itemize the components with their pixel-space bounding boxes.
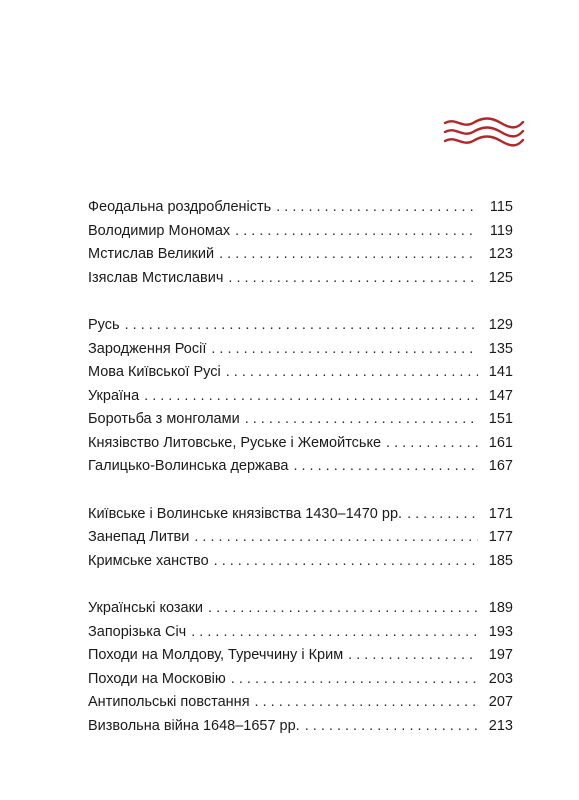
toc-entry-page-number: 203 [488,670,513,687]
toc-entry[interactable] [88,338,513,362]
toc-entry-page-number: 123 [488,246,513,262]
table-of-contents [88,196,513,762]
toc-entry-title: Україна [88,387,140,404]
dot-leader [219,243,478,267]
toc-entry-page-number: 207 [488,694,513,710]
toc-entry-page-number: 185 [488,552,513,569]
toc-entry-page-number: 125 [488,269,513,286]
dot-leader [194,526,478,550]
dot-leader [214,550,478,574]
toc-entry[interactable] [88,243,513,267]
toc-entry[interactable] [88,408,513,432]
dot-leader [231,668,478,692]
toc-entry[interactable] [88,432,513,456]
toc-entry-title: Кримське ханство [88,552,209,569]
toc-entry-title: Запорізька Січ [88,623,187,640]
toc-entry-title: Русь [88,317,120,333]
toc-group [88,314,513,479]
toc-entry-title: Зародження Росії [88,340,207,357]
toc-entry-page-number: 141 [488,364,513,380]
toc-group [88,503,513,574]
toc-entry[interactable] [88,668,513,692]
dot-leader [191,621,478,645]
toc-entry[interactable] [88,550,513,574]
toc-entry-title: Мова Київської Русі [88,364,221,380]
toc-entry[interactable] [88,621,513,645]
dot-leader [293,455,478,479]
toc-entry[interactable] [88,526,513,550]
dot-leader [125,314,478,338]
toc-entry-title: Боротьба з монголами [88,411,240,427]
dot-leader [144,385,478,409]
toc-entry-page-number: 147 [488,387,513,404]
toc-entry-title: Мстислав Великий [88,246,215,262]
toc-entry-page-number: 213 [488,717,513,734]
toc-entry[interactable] [88,267,513,291]
toc-entry-page-number: 129 [488,317,513,333]
toc-entry-title: Київське і Волинське князівства 1430–1470 рр. [88,505,403,522]
dot-leader [245,408,478,432]
toc-group [88,597,513,738]
toc-entry-page-number: 135 [488,340,513,357]
dot-leader [348,644,478,668]
dot-leader [208,597,478,621]
dot-leader [255,691,478,715]
dot-leader [235,220,478,244]
dot-leader [228,267,478,291]
toc-entry[interactable] [88,196,513,220]
dot-leader [226,361,478,385]
toc-entry[interactable] [88,691,513,715]
toc-entry-title: Антипольські повстання [88,694,250,710]
toc-entry-title: Занепад Литви [88,529,190,545]
toc-group [88,196,513,290]
toc-entry-title: Князівство Литовське, Руське і Жемойтське [88,434,382,451]
toc-entry-page-number: 167 [488,458,513,474]
toc-entry-page-number: 171 [488,505,513,522]
toc-entry[interactable] [88,314,513,338]
toc-entry-page-number: 189 [488,600,513,616]
toc-entry-title: Володимир Мономах [88,222,231,239]
toc-entry[interactable] [88,715,513,739]
toc-entry-page-number: 151 [488,411,513,427]
toc-entry[interactable] [88,361,513,385]
dot-leader [276,196,478,220]
toc-entry[interactable] [88,503,513,527]
dot-leader [407,503,478,527]
dot-leader [386,432,478,456]
toc-entry-title: Визвольна війна 1648–1657 рр. [88,717,300,734]
toc-entry[interactable] [88,385,513,409]
toc-entry-page-number: 197 [488,647,513,663]
toc-entry-title: Галицько-Волинська держава [88,458,289,474]
toc-entry-title: Феодальна роздробленість [88,199,272,215]
toc-entry-page-number: 193 [488,623,513,640]
dot-leader [305,715,478,739]
toc-entry-page-number: 177 [488,529,513,545]
toc-entry-page-number: 115 [489,199,513,215]
wave-ornament-icon [443,115,525,151]
dot-leader [211,338,478,362]
toc-entry-title: Українські козаки [88,600,204,616]
toc-entry-title: Ізяслав Мстиславич [88,269,224,286]
toc-entry[interactable] [88,597,513,621]
toc-entry-title: Походи на Московію [88,670,226,687]
toc-entry[interactable] [88,220,513,244]
toc-entry-title: Походи на Молдову, Туреччину і Крим [88,647,344,663]
toc-entry[interactable] [88,644,513,668]
toc-entry-page-number: 119 [489,222,513,239]
toc-entry[interactable] [88,455,513,479]
toc-entry-page-number: 161 [488,434,513,451]
